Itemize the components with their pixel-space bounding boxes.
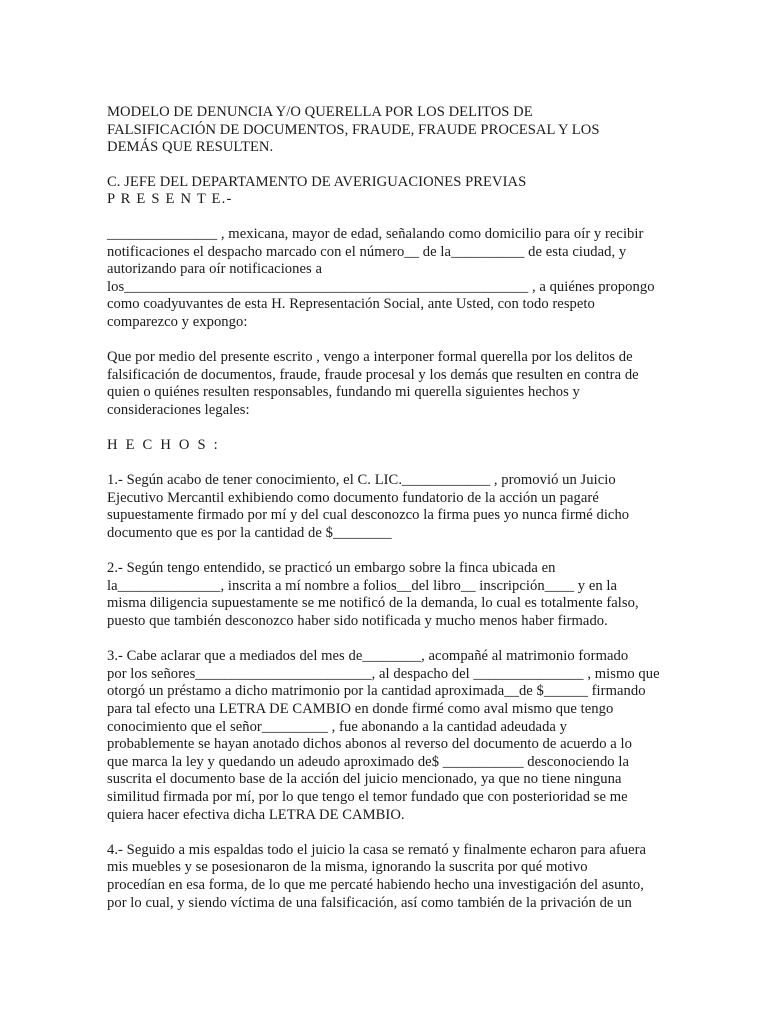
paragraph-line: conocimiento que el señor_________ , fue abonando a la cantidad adeudada y [107, 718, 568, 735]
paragraph-line: suscrita el documento base de la acción del juicio mencionado, ya que no tiene ninguna [107, 771, 622, 788]
paragraph-line: procedían en esa forma, de lo que me percaté habiendo hecho una investigación del asunto, [107, 876, 644, 893]
intro-paragraph [107, 226, 662, 332]
paragraph-line: para tal efecto una LETRA DE CAMBIO en donde firmé como aval mismo que tengo [107, 701, 614, 717]
paragraph-line: supuestamente firmado por mí y del cual desconozco la firma pues yo nunca firmé dicho [107, 507, 630, 524]
document-title [107, 104, 662, 157]
paragraph-line: puesto que también desconozco haber sido notificada y mucho menos haber firmado. [107, 613, 608, 630]
hecho-4-paragraph [107, 842, 662, 912]
paragraph-line: por lo cual, y siendo víctima de una falsificación, así como también de la privación de un [107, 894, 632, 911]
paragraph-line: quiera hacer efectiva dicha LETRA DE CAMBIO. [107, 806, 405, 823]
paragraph-line: 1.- Según acabo de tener conocimiento, el C. LIC.____________ , promovió un Juicio [107, 472, 616, 489]
title-line: MODELO DE DENUNCIA Y/O QUERELLA POR LOS DELITOS DE [107, 104, 533, 120]
paragraph-line: quien o quiénes resulten responsables, fundando mi querella siguientes hechos y [107, 384, 580, 401]
paragraph-line: como coadyuvantes de esta H. Representación Social, ante Usted, con todo respeto [107, 296, 595, 313]
paragraph-line: consideraciones legales: [107, 401, 250, 418]
paragraph-line: Que por medio del presente escrito , vengo a interponer formal querella por los delitos de [107, 349, 633, 366]
document-page [107, 104, 662, 930]
hecho-2-paragraph [107, 560, 662, 630]
paragraph-line: mis muebles y se posesionaron de la misma, ignorando la suscrita por qué motivo [107, 859, 588, 876]
presente-line: P R E S E N T E.- [107, 191, 233, 208]
paragraph-line: autorizando para oír notificaciones a [107, 261, 322, 278]
paragraph-line: que marca la ley y quedando un adeudo aproximado de$ ___________ desconociendo la [107, 753, 629, 770]
hecho-1-paragraph [107, 472, 662, 542]
paragraph-line: 3.- Cabe aclarar que a mediados del mes de________, acompañé al matrimonio formado [107, 648, 629, 665]
paragraph-line: los_______________________________________________________ , a quiénes propongo [107, 278, 655, 295]
paragraph-line: falsificación de documentos, fraude, fraude procesal y los demás que resulten en contra de [107, 366, 639, 383]
paragraph-line: notificaciones el despacho marcado con el número__ de la__________ de esta ciudad, y [107, 243, 627, 260]
paragraph-line: la______________, inscrita a mí nombre a folios__del libro__ inscripción____ y en la [107, 577, 618, 594]
addressee-name: C. JEFE DEL DEPARTAMENTO DE AVERIGUACIONES PREVIAS [107, 173, 527, 190]
paragraph-line: probablemente se hayan anotado dichos abonos al reverso del documento de acuerdo a lo [107, 736, 632, 753]
querella-paragraph [107, 349, 662, 419]
paragraph-line: otorgó un préstamo a dicho matrimonio por la cantidad aproximada__de $______ firmando [107, 683, 646, 700]
paragraph-line: Ejecutivo Mercantil exhibiendo como documento fundatorio de la acción un pagaré [107, 489, 599, 506]
paragraph-line: 4.- Seguido a mis espaldas todo el juicio la casa se remató y finalmente echaron para afuera [107, 841, 647, 858]
hecho-3-paragraph [107, 648, 662, 824]
paragraph-line: 2.- Según tengo entendido, se practicó un embargo sobre la finca ubicada en [107, 560, 556, 577]
paragraph-line: por los señores________________________, al despacho del _______________ , mismo que [107, 665, 660, 682]
title-line: DEMÁS QUE RESULTEN. [107, 139, 274, 156]
paragraph-line: misma diligencia supuestamente se me notificó de la demanda, lo cual es totalmente falso, [107, 595, 639, 612]
paragraph-line: documento que es por la cantidad de $________ [107, 525, 392, 542]
paragraph-line: comparezco y expongo: [107, 313, 248, 330]
title-line: FALSIFICACIÓN DE DOCUMENTOS, FRAUDE, FRAUDE PROCESAL Y LOS [107, 121, 600, 138]
paragraph-line: _______________ , mexicana, mayor de edad, señalando como domicilio para oír y recibir [107, 225, 644, 242]
hechos-heading: H E C H O S : [107, 437, 220, 454]
addressee-block [107, 174, 662, 209]
paragraph-line: similitud firmada por mí, por lo que tengo el temor fundado que con posterioridad se me [107, 788, 628, 805]
